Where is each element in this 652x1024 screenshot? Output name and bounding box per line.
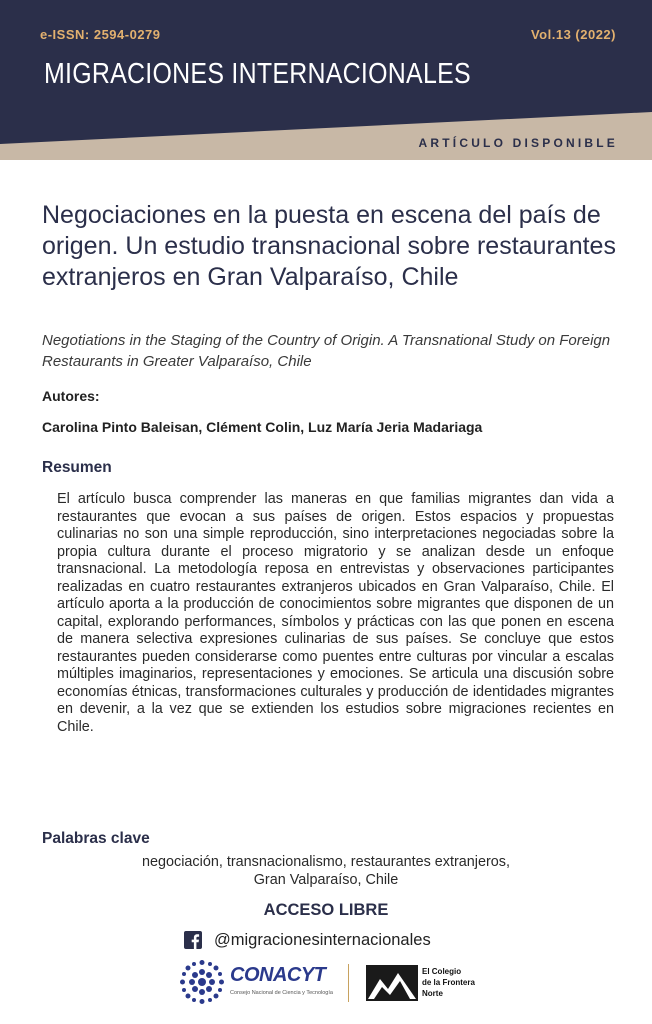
keywords-line-2: Gran Valparaíso, Chile xyxy=(253,872,399,888)
open-access-label: ACCESO LIBRE xyxy=(263,901,389,919)
conacyt-subtitle: Consejo Nacional de Ciencia y Tecnología xyxy=(230,990,333,996)
colef-line-3: Norte xyxy=(422,989,443,998)
social-handle: @migracionesinternacionales xyxy=(214,930,431,949)
keywords-heading: Palabras clave xyxy=(42,830,150,847)
journal-title: MIGRACIONES INTERNACIONALES xyxy=(44,58,471,90)
facebook-icon xyxy=(184,931,202,949)
conacyt-logo-icon xyxy=(178,958,226,1006)
abstract-heading: Resumen xyxy=(42,459,112,476)
article-title-es: Negociaciones en la puesta en escena del país de origen. Un estudio transnacional sobre restaurantes extranjeros en Gran Valparaíso, Chile xyxy=(42,201,616,291)
authors-label: Autores: xyxy=(42,388,100,404)
colef-name xyxy=(422,966,475,999)
colef-logo-icon xyxy=(366,965,418,1001)
conacyt-name: CONACYT xyxy=(230,964,326,986)
journal-header xyxy=(0,0,652,160)
sponsor-logos xyxy=(178,958,498,1008)
keywords-line-1: negociación, transnacionalismo, restaurantes extranjeros, xyxy=(142,854,510,870)
colef-line-2: de la Frontera xyxy=(422,978,475,987)
keywords-text xyxy=(100,853,552,889)
authors-list: Carolina Pinto Baleisan, Clément Colin, Luz María Jeria Madariaga xyxy=(42,419,483,435)
facebook-link[interactable] xyxy=(184,929,431,951)
availability-status: ARTÍCULO DISPONIBLE xyxy=(418,136,618,150)
logo-divider xyxy=(348,964,349,1002)
article-title-en: Negotiations in the Staging of the Country of Origin. A Transnational Study on Foreign Restaurants in Greater Valparaíso, Chile xyxy=(42,332,611,370)
issn: e-ISSN: 2594-0279 xyxy=(40,27,161,42)
colef-line-1: El Colegio xyxy=(422,967,462,976)
volume: Vol.13 (2022) xyxy=(530,27,616,42)
abstract-text: El artículo busca comprender las maneras en que familias migrantes dan vida a restaurantes que evocan a sus países de origen. Estos espacios y propuestas culinarias no son una simple reproducción, sino interpretaciones negociadas sobre la propia cultura durante el proceso migratorio y se analizan desde un enfoque transnacional. La metodología reposa en entrevistas y observaciones participantes realizadas en cuatro restaurantes extranjeros ubicados en Gran Valparaíso, Chile. El artículo aporta a la producción de conocimientos sobre migrantes que disponen de un capital, explorando performances, símbolos y prácticas con las que ponen en escena de manera selectiva expresiones culinarias de sus países. Se concluye que estos restaurantes pueden considerarse como puentes entre culturas por vincular a escalas múltiples imaginarios, representaciones y emociones. Se articula una discusión sobre economías étnicas, transformaciones culturales y producción de identidades migrantes en devenir, a la vez que se extienden los estudios sobre migraciones recientes en Chile. xyxy=(57,491,614,735)
